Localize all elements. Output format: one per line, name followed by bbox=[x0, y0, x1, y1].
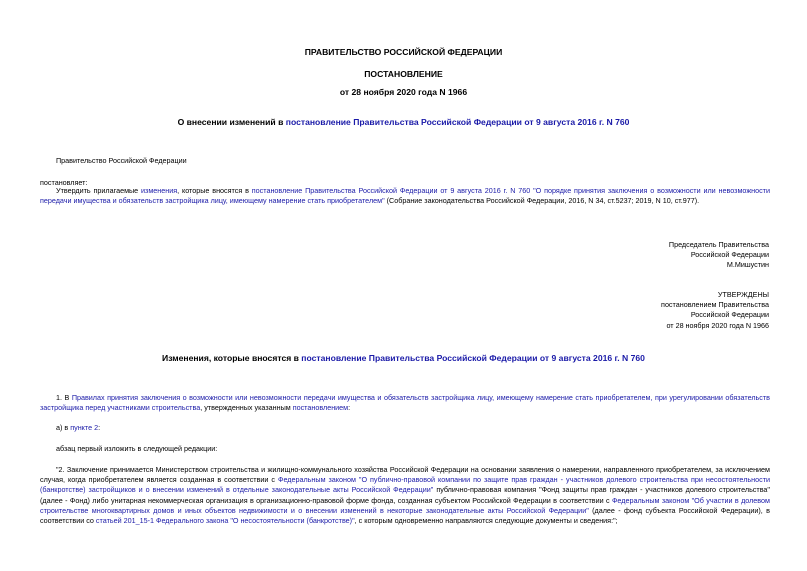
item-1-text-1: 1. В bbox=[56, 393, 72, 402]
resolution-link[interactable]: постановлением bbox=[292, 403, 349, 413]
federal-law-ppk-link[interactable]: Федеральным законом "О публично-правовой компании по защите прав граждан - участников долевого строительства при несостоятельности (банкротстве) застройщиков и о внесении изменений в отдельные законодательные акты Российской Федерации" bbox=[40, 475, 771, 495]
changes-title-prefix: Изменения, которые вносятся в bbox=[162, 353, 302, 363]
title-prefix: О внесении изменений в bbox=[177, 117, 286, 127]
sub-a-text-2: : bbox=[98, 423, 101, 432]
government-heading: ПРАВИТЕЛЬСТВО РОССИЙСКОЙ ФЕДЕРАЦИИ bbox=[304, 47, 503, 57]
approved-line-4: от 28 ноября 2020 года N 1966 bbox=[666, 320, 769, 330]
item-1-paragraph bbox=[40, 393, 770, 413]
quote-text-2: публично-правовая компания "Фонд защиты прав граждан - участников долевого строительства" (далее - Фонд) либо унитарная некоммерческая организация в организационно-правовой форме фонда, созданная субъектом Российской Федерации в соответствии с bbox=[40, 485, 770, 505]
preamble-text-1: Утвердить прилагаемые bbox=[56, 186, 142, 195]
item-1-text-3: : bbox=[348, 403, 351, 413]
sub-a-text-1: а) в bbox=[56, 423, 71, 432]
quote-text-1: "2. Заключение принимается Министерством строительства и жилищно-коммунального хозяйства Российской Федерации на основании заявления о намерении, направленного приобретателем, за исключением случая, когда приобретателем является созданная в соответствии с bbox=[40, 465, 770, 485]
approved-line-1: УТВЕРЖДЕНЫ bbox=[717, 290, 769, 299]
changes-title-link[interactable]: постановление Правительства Российской Федерации от 9 августа 2016 г. N 760 bbox=[301, 353, 645, 363]
preamble-text-3: (Собрание законодательства Российской Федерации, 2016, N 34, ст.5237; 2019, N 10, ст.977). bbox=[384, 196, 700, 206]
issuer-text: Правительство Российской Федерации bbox=[56, 156, 187, 165]
first-paragraph-instruction: абзац первый изложить в следующей редакции: bbox=[56, 444, 218, 453]
federal-law-shared-construction-link[interactable]: Федеральным законом "Об участии в долевом строительстве многоквартирных домов и иных объектов недвижимости и о внесении изменений в некоторые законодательные акты Российской Федерации" bbox=[40, 495, 770, 515]
changes-link[interactable]: изменения bbox=[141, 186, 178, 195]
document-date: от 28 ноября 2020 года N 1966 bbox=[339, 87, 468, 97]
signature-line-3: М.Мишустин bbox=[726, 260, 769, 270]
approved-line-2: постановлением Правительства bbox=[661, 300, 769, 310]
document-type: ПОСТАНОВЛЕНИЕ bbox=[364, 69, 443, 79]
decides-text: постановляет: bbox=[40, 178, 88, 187]
issuer-line bbox=[56, 156, 768, 166]
point-2-link[interactable]: пункте 2 bbox=[70, 423, 99, 432]
quote-text-3: (далее - фонд субъекта Российской Федерации), в соответствии со bbox=[40, 505, 770, 526]
preamble-paragraph bbox=[40, 186, 770, 206]
document-title bbox=[0, 116, 807, 128]
signature-line-1: Председатель Правительства bbox=[668, 240, 769, 249]
rules-link[interactable]: Правилах принятия заключения о возможности или невозможности передачи имущества и обязательств застройщика лицу, имеющему намерение стать приобретателем, при урегулировании обязательств застройщика перед участниками строительства bbox=[40, 393, 770, 413]
approved-line-3: Российской Федерации bbox=[690, 310, 769, 320]
signature-block bbox=[509, 240, 769, 271]
changes-title bbox=[0, 352, 807, 364]
approved-block bbox=[509, 290, 769, 331]
item-1-text-2: , утвержденных указанным bbox=[200, 403, 293, 413]
quote-paragraph bbox=[40, 465, 770, 526]
quote-text-4: , с которым одновременно направляются следующие документы и сведения:"; bbox=[354, 516, 618, 526]
sub-a-paragraph bbox=[56, 423, 768, 433]
title-resolution-link[interactable]: постановление Правительства Российской Федерации от 9 августа 2016 г. N 760 bbox=[285, 117, 630, 127]
resolution-760-link[interactable]: постановление Правительства Российской Федерации от 9 августа 2016 г. N 760 "О порядке принятия заключения о возможности или невозможности передачи имущества и обязательств застройщика лицу, имеющему намерение стать приобретателем" bbox=[40, 186, 770, 206]
article-201-15-1-link[interactable]: статьей 201_15-1 Федерального закона "О несостоятельности (банкротстве)" bbox=[95, 516, 355, 526]
signature-line-2: Российской Федерации bbox=[690, 250, 769, 260]
preamble-text-2: , которые вносятся в bbox=[177, 186, 252, 195]
